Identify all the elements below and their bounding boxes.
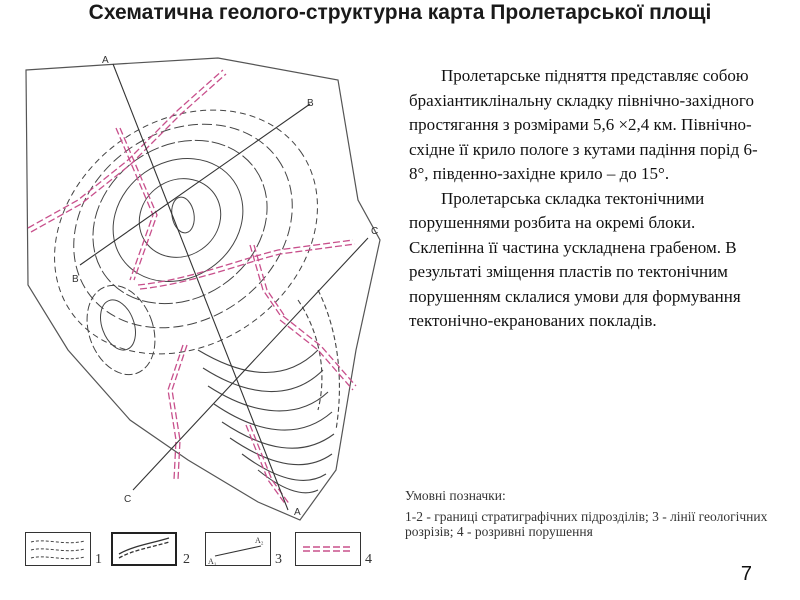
legend-title: Умовні позначки: bbox=[405, 488, 506, 503]
legend-symbols bbox=[25, 532, 385, 572]
section-label-a-top: A bbox=[102, 55, 109, 66]
section-label-c-bottom: C bbox=[124, 494, 132, 505]
section-line-b bbox=[80, 104, 310, 265]
fault-line bbox=[140, 244, 355, 289]
slide-title: Схематична геолого-структурна карта Пролетарської площі bbox=[88, 1, 712, 24]
section-line-icon bbox=[205, 532, 271, 566]
geological-structure-map bbox=[18, 50, 388, 525]
contour bbox=[203, 368, 323, 392]
contour bbox=[34, 82, 332, 369]
contour bbox=[75, 276, 167, 384]
section-line-c bbox=[133, 238, 368, 490]
section-line-start-label: A₁ bbox=[208, 557, 217, 566]
legend-number-4: 4 bbox=[365, 552, 372, 567]
fault-line bbox=[31, 74, 226, 232]
section-label-a-bottom: A bbox=[294, 507, 301, 518]
section-line-end-label: A₂ bbox=[255, 536, 264, 545]
legend-number-2: 2 bbox=[183, 552, 190, 567]
contour-core bbox=[169, 195, 197, 234]
contour bbox=[298, 300, 322, 410]
legend-description: 1-2 - границі стратиграфічних підрозділів; 3 - лінії геологічних розрізів; 4 - розривні порушення bbox=[405, 509, 768, 539]
fault-line bbox=[250, 245, 280, 315]
description-text bbox=[409, 64, 774, 334]
section-label-b-top: B bbox=[307, 98, 314, 109]
section-label-b-left: B bbox=[72, 274, 79, 285]
contour bbox=[258, 470, 318, 493]
page-number: 7 bbox=[740, 563, 752, 585]
fault-line bbox=[280, 320, 353, 390]
contour bbox=[124, 163, 236, 273]
contour bbox=[198, 350, 318, 373]
legend-number-1: 1 bbox=[95, 552, 102, 567]
stratigraphic-boundary-1-icon bbox=[25, 532, 91, 566]
map-boundary bbox=[26, 58, 380, 520]
description-paragraph-2: Пролетарська складка тектонічними порушеннями розбита на окремі блоки. Склепінна її частина ускладнена грабеном. В результаті зміщення пластів по тектонічним порушенням склалися умови для формування тектонічно-екранованих покладів. bbox=[409, 188, 741, 330]
fault-line-icon bbox=[295, 532, 361, 566]
contour bbox=[214, 404, 332, 430]
contour bbox=[242, 454, 326, 480]
stratigraphic-boundary-2-icon bbox=[111, 532, 177, 566]
section-label-c-right: C bbox=[371, 226, 379, 237]
fault-line bbox=[172, 345, 187, 480]
contour bbox=[94, 295, 142, 355]
description-paragraph-1: Пролетарське підняття представляє собою брахіантиклінальну складку північно-західного простягання з розмірами 5,6 ×2,4 км. Північно-східне її крило пологе з кутами падіння порід 6-8°, південно-західне крило – до 15°. bbox=[409, 66, 758, 183]
legend-number-3: 3 bbox=[275, 552, 282, 567]
contour bbox=[230, 438, 332, 465]
legend-text bbox=[405, 488, 775, 539]
fault-line bbox=[138, 240, 353, 285]
